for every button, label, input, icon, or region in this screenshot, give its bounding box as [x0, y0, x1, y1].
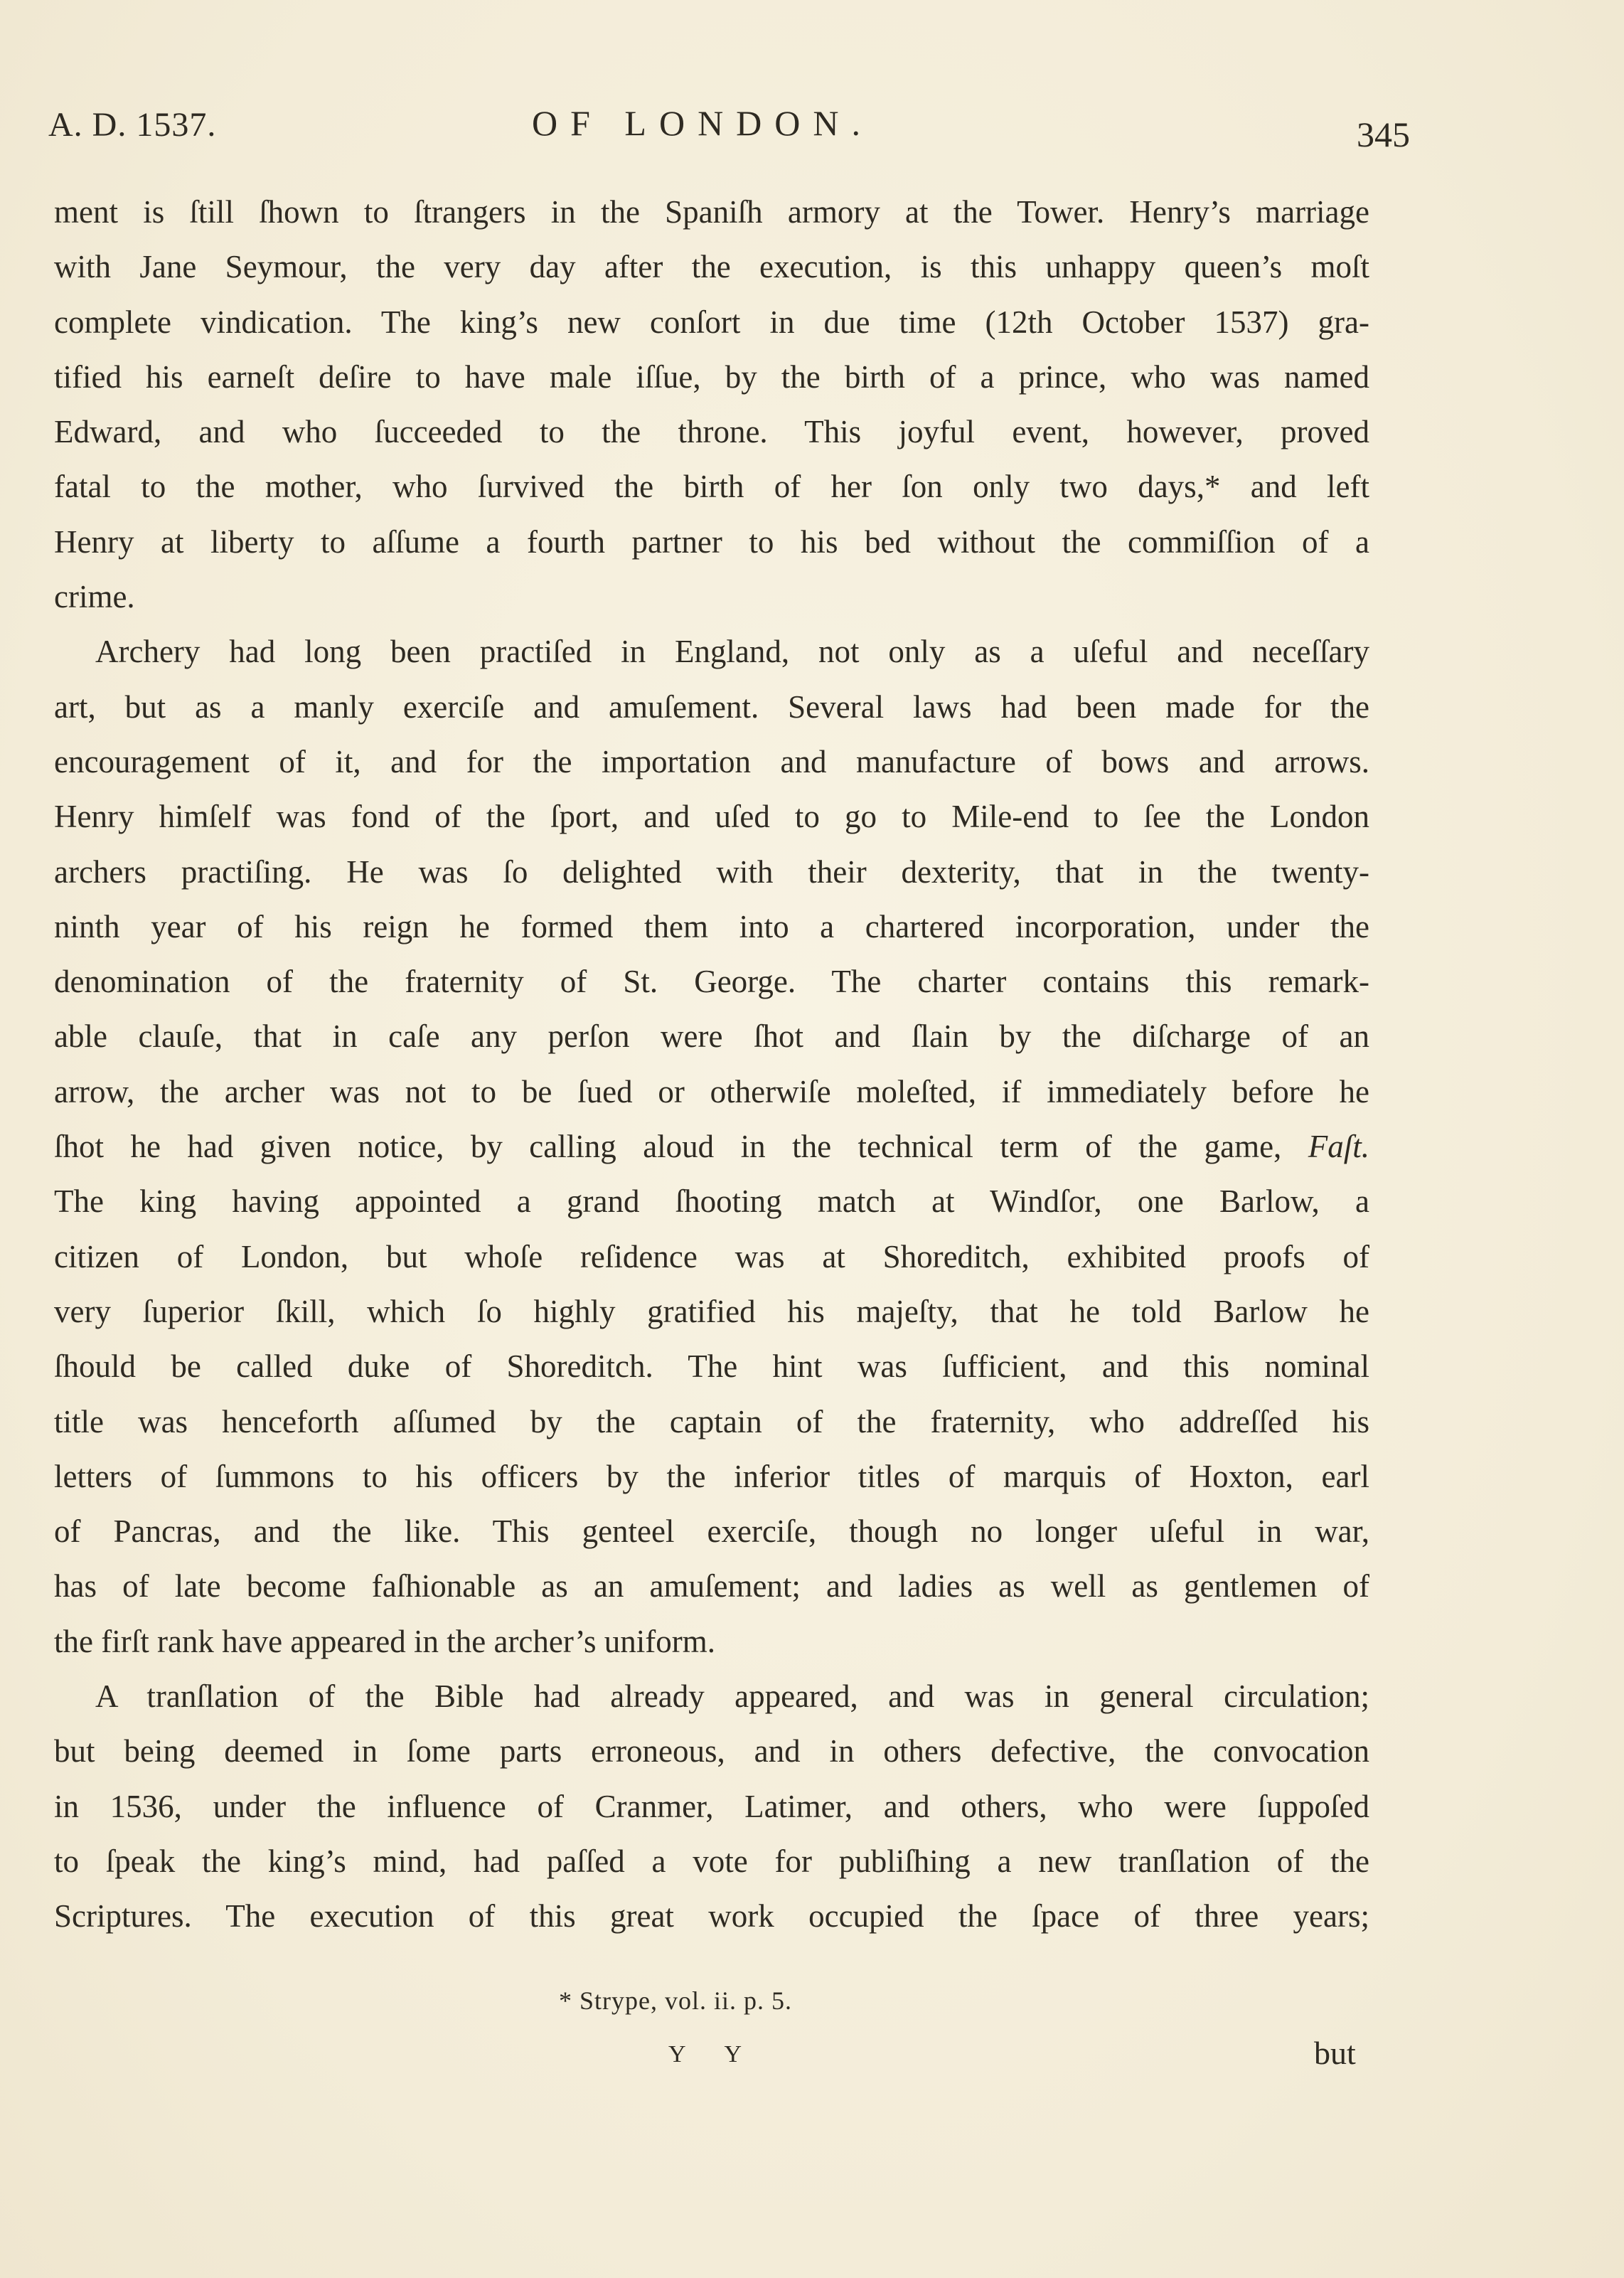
- text-line: of Pancras, and the like. This genteel exerciſe, though no longer uſeful in war,: [54, 1513, 1369, 1550]
- italic-word: Faſt.: [1308, 1129, 1370, 1165]
- text-line: title was henceforth aſſumed by the captain of the fraternity, who addreſſed his: [54, 1403, 1369, 1439]
- text-line: complete vindication. The king’s new conſort in due time (12th October 1537) gra-: [54, 304, 1369, 340]
- signature-mark: Y Y: [668, 2041, 759, 2067]
- text-line: with Jane Seymour, the very day after the execution, is this unhappy queen’s moſt: [54, 249, 1369, 285]
- text-line: archers practiſing. He was ſo delighted with their dexterity, that in the twenty-: [54, 853, 1369, 890]
- header-year: A. D. 1537.: [48, 106, 217, 144]
- catchword: but: [1314, 2035, 1356, 2071]
- footnote: * Strype, vol. ii. p. 5.: [559, 1986, 792, 2015]
- text-line: ment is ſtill ſhown to ſtrangers in the Spaniſh armory at the Tower. Henry’s marriage: [54, 194, 1369, 230]
- text-line-content: ſhot he had given notice, by calling aloud in the technical term of the game,: [54, 1129, 1282, 1165]
- text-line: Scriptures. The execution of this great work occupied the ſpace of three years;: [54, 1898, 1369, 1934]
- text-line: encouragement of it, and for the importation and manufacture of bows and arrows.: [54, 743, 1369, 779]
- text-line: denomination of the fraternity of St. George. The charter contains this remark-: [54, 964, 1369, 1000]
- text-line: ninth year of his reign he formed them into a chartered incorporation, under the: [54, 908, 1369, 944]
- text-line: very ſuperior ſkill, which ſo highly gratified his majeſty, that he told Barlow he: [54, 1293, 1369, 1329]
- text-line: in 1536, under the influence of Cranmer, Latimer, and others, who were ſuppoſed: [54, 1788, 1369, 1824]
- body-text: [54, 185, 1369, 1944]
- text-line: arrow, the archer was not to be ſued or otherwiſe moleſted, if immediately before he: [54, 1073, 1369, 1109]
- running-header: [48, 103, 1410, 162]
- text-line: Archery had long been practiſed in England, not only as a uſeful and neceſſary: [95, 634, 1369, 670]
- text-line: to ſpeak the king’s mind, had paſſed a vote for publiſhing a new tranſlation of the: [54, 1843, 1369, 1879]
- text-line: Henry at liberty to aſſume a fourth partner to his bed without the commiſſion of a: [54, 523, 1369, 560]
- text-line: Henry himſelf was fond of the ſport, and uſed to go to Mile-end to ſee the London: [54, 799, 1369, 835]
- text-line: [54, 1119, 1369, 1174]
- text-line: A tranſlation of the Bible had already appeared, and was in general circulation;: [95, 1678, 1369, 1715]
- text-line: ſhould be called duke of Shoreditch. The hint was ſufficient, and this nominal: [54, 1348, 1369, 1385]
- text-line: able clauſe, that in caſe any perſon were ſhot and ſlain by the diſcharge of an: [54, 1018, 1369, 1055]
- text-line: has of late become faſhionable as an amuſement; and ladies as well as gentlemen of: [54, 1568, 1369, 1604]
- text-line: letters of ſummons to his officers by the inferior titles of marquis of Hoxton, earl: [54, 1458, 1369, 1494]
- header-title: OF LONDON.: [532, 103, 873, 143]
- text-line: tified his earneſt deſire to have male iſſue, by the birth of a prince, who was named: [54, 358, 1369, 395]
- text-line: The king having appointed a grand ſhooting match at Windſor, one Barlow, a: [54, 1183, 1369, 1220]
- text-line: Edward, and who ſucceeded to the throne. This joyful event, however, proved: [54, 414, 1369, 450]
- text-line: the firſt rank have appeared in the archer’s uniform.: [54, 1623, 716, 1659]
- text-line: citizen of London, but whoſe reſidence was at Shoreditch, exhibited proofs of: [54, 1238, 1369, 1274]
- text-line: fatal to the mother, who ſurvived the birth of her ſon only two days,* and left: [54, 469, 1369, 505]
- text-line: but being deemed in ſome parts erroneous, and in others defective, the convocation: [54, 1733, 1369, 1769]
- text-line: crime.: [54, 579, 135, 615]
- page-number: 345: [1357, 115, 1410, 154]
- text-line: art, but as a manly exerciſe and amuſement. Several laws had been made for the: [54, 688, 1369, 725]
